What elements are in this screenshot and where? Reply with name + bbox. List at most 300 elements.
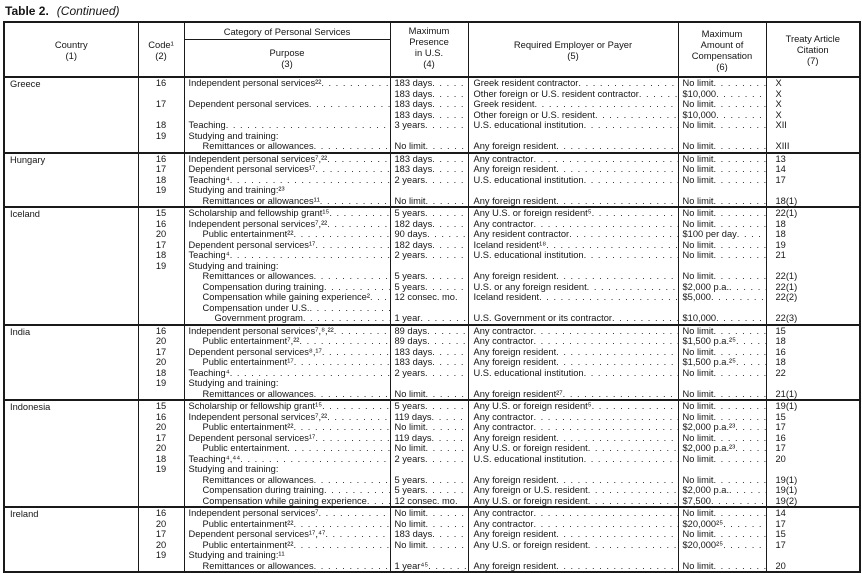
- cell-code: 17: [138, 433, 184, 444]
- dot-leader: [714, 412, 766, 423]
- cell-comp: [678, 454, 766, 465]
- dot-leader: [425, 250, 468, 261]
- cell-purpose: [184, 207, 390, 219]
- cell-citation: 15: [766, 529, 860, 540]
- cell-comp: [678, 250, 766, 261]
- dot-leader: [595, 110, 678, 121]
- header-compensation-number: (6): [716, 60, 728, 72]
- cell-code: [138, 282, 184, 293]
- country-name: Greece: [10, 79, 41, 89]
- cell-purpose: [184, 412, 390, 423]
- cell-comp: [678, 77, 766, 89]
- cell-purpose-text: Public entertainment²²: [202, 229, 294, 239]
- cell-comp: [678, 185, 766, 196]
- cell-payer: [468, 325, 678, 337]
- cell-citation: XIII: [766, 141, 860, 153]
- header-purpose-number: (3): [281, 58, 293, 69]
- dot-leader: [425, 120, 468, 131]
- header-code: [138, 22, 184, 77]
- cell-code: 20: [138, 336, 184, 347]
- dot-leader: [714, 271, 766, 282]
- cell-purpose: [184, 110, 390, 121]
- cell-purpose-text: Studying and training:²³: [188, 185, 285, 195]
- dot-leader: [723, 519, 765, 530]
- cell-payer: [468, 99, 678, 110]
- cell-payer-text: U.S. educational institution: [473, 367, 584, 378]
- dot-leader: [425, 175, 468, 186]
- cell-payer-text: Any U.S. or foreign resident⁵: [473, 401, 592, 411]
- cell-comp: [678, 550, 766, 561]
- cell-code: [138, 389, 184, 401]
- dot-leader: [293, 540, 389, 551]
- cell-presence-text: 12 consec. mo.: [394, 292, 458, 302]
- cell-comp-text: No limit: [682, 99, 714, 109]
- cell-payer-text: Any foreign resident: [473, 474, 557, 485]
- country-section-india: [4, 325, 860, 401]
- cell-comp: [678, 164, 766, 175]
- dot-leader: [714, 240, 766, 251]
- cell-presence: [390, 325, 468, 337]
- cell-purpose-text: Remittances or allowances: [202, 141, 314, 151]
- dot-leader: [736, 336, 766, 347]
- cell-code: 18: [138, 250, 184, 261]
- cell-payer-text: U.S. educational institution: [473, 174, 584, 185]
- cell-purpose-text: Studying and training:: [188, 130, 279, 141]
- cell-purpose: [184, 77, 390, 89]
- cell-citation: 17: [766, 443, 860, 454]
- cell-purpose: [184, 540, 390, 551]
- cell-comp: [678, 89, 766, 100]
- dot-leader: [432, 412, 468, 423]
- cell-payer: [468, 282, 678, 293]
- header-code-label: Code¹: [148, 38, 174, 50]
- cell-code: 19: [138, 550, 184, 561]
- dot-leader: [714, 529, 766, 540]
- cell-presence: [390, 336, 468, 347]
- dot-leader: [736, 357, 766, 368]
- dot-leader: [546, 240, 677, 251]
- cell-code: [138, 89, 184, 100]
- cell-presence: [390, 153, 468, 165]
- cell-purpose: [184, 347, 390, 358]
- dot-leader: [432, 154, 467, 165]
- cell-presence: [390, 464, 468, 475]
- cell-comp-text: No limit: [682, 474, 714, 485]
- cell-comp-text: $10,000: [682, 88, 717, 99]
- dot-leader: [729, 485, 765, 496]
- header-employer: [468, 22, 678, 77]
- dot-leader: [578, 78, 677, 89]
- dot-leader: [426, 443, 468, 454]
- cell-comp-text: No limit: [682, 239, 714, 250]
- dot-leader: [714, 164, 766, 175]
- cell-purpose: [184, 378, 390, 389]
- cell-presence-text: 1 year⁴⁵: [394, 560, 429, 571]
- cell-payer-text: Iceland resident: [473, 292, 540, 302]
- cell-purpose: [184, 164, 390, 175]
- header-employer-number: (5): [567, 49, 579, 61]
- header-presence-line1: Maximum: [408, 25, 450, 36]
- dot-leader: [716, 110, 765, 121]
- dot-leader: [314, 141, 390, 152]
- cell-purpose-text: Teaching⁴: [188, 174, 230, 185]
- cell-purpose-text: Independent personal services²²: [188, 78, 322, 88]
- dot-leader: [293, 519, 389, 530]
- cell-presence: [390, 412, 468, 423]
- dot-leader: [714, 561, 766, 572]
- cell-comp: [678, 120, 766, 131]
- cell-purpose-text: Studying and training:: [188, 464, 279, 474]
- dot-leader: [711, 496, 766, 507]
- cell-presence-text: 5 years: [394, 271, 425, 281]
- cell-presence-text: 183 days: [394, 529, 433, 539]
- cell-payer-text: Any contractor: [473, 518, 534, 529]
- header-citation-number: (7): [807, 55, 819, 66]
- cell-payer: [468, 240, 678, 251]
- cell-comp-text: No limit: [682, 325, 714, 336]
- dot-leader: [327, 219, 389, 230]
- cell-code: 18: [138, 120, 184, 131]
- cell-payer-text: Any foreign resident: [473, 271, 557, 281]
- country-name: Ireland: [10, 509, 39, 519]
- dot-leader: [426, 508, 468, 519]
- cell-comp-text: No limit: [682, 508, 714, 518]
- cell-presence: [390, 196, 468, 208]
- header-citation-line2: Citation: [796, 44, 829, 55]
- cell-code: 16: [138, 153, 184, 165]
- dot-leader: [714, 401, 766, 412]
- cell-citation: 20: [766, 561, 860, 573]
- cell-purpose-text: Studying and training:: [188, 260, 279, 271]
- cell-citation: 17: [766, 540, 860, 551]
- cell-payer-text: Any foreign or U.S. resident: [473, 485, 588, 495]
- cell-payer-text: Any foreign resident: [473, 357, 557, 367]
- cell-payer-text: Any foreign resident: [473, 432, 557, 443]
- header-purpose: [184, 40, 390, 78]
- cell-purpose-text: Public entertainment⁷,²²: [202, 336, 300, 346]
- cell-citation: 22(3): [766, 313, 860, 325]
- cell-payer-text: Other foreign or U.S. resident contractor: [473, 88, 639, 99]
- dot-leader: [714, 99, 766, 110]
- cell-citation: 19(2): [766, 496, 860, 508]
- cell-code: [138, 271, 184, 282]
- cell-citation: 19: [766, 240, 860, 251]
- dot-leader: [426, 389, 468, 400]
- dot-leader: [584, 250, 678, 261]
- dot-leader: [592, 401, 678, 412]
- cell-comp: [678, 229, 766, 240]
- cell-presence: [390, 550, 468, 561]
- cell-payer-text: Any foreign resident: [473, 560, 557, 571]
- cell-citation: 22(1): [766, 207, 860, 219]
- cell-presence-text: 2 years: [394, 453, 425, 464]
- dot-leader: [324, 485, 390, 496]
- cell-purpose-text: Scholarship or fellowship grant¹⁵: [188, 401, 323, 411]
- cell-comp-text: $20,000²⁵: [682, 539, 724, 550]
- cell-code: 15: [138, 400, 184, 412]
- cell-presence-text: 2 years: [394, 367, 425, 378]
- cell-comp: [678, 207, 766, 219]
- cell-comp: [678, 378, 766, 389]
- dot-leader: [588, 443, 678, 454]
- dot-leader: [432, 99, 467, 110]
- cell-citation: [766, 261, 860, 272]
- cell-presence: [390, 519, 468, 530]
- cell-purpose: [184, 175, 390, 186]
- header-presence-line2: Presence: [409, 36, 449, 47]
- dot-leader: [714, 219, 766, 230]
- cell-comp: [678, 475, 766, 486]
- cell-comp-text: $5,000: [682, 292, 711, 302]
- cell-comp: [678, 561, 766, 573]
- cell-payer: [468, 131, 678, 142]
- header-compensation-line1: Maximum: [701, 27, 743, 39]
- cell-code: 17: [138, 164, 184, 175]
- cell-payer: [468, 250, 678, 261]
- cell-payer: [468, 464, 678, 475]
- cell-presence: [390, 292, 468, 303]
- dot-leader: [714, 175, 766, 186]
- cell-citation: 18: [766, 219, 860, 230]
- cell-comp: [678, 519, 766, 530]
- dot-leader: [367, 496, 390, 507]
- dot-leader: [714, 208, 766, 219]
- dot-leader: [533, 336, 677, 347]
- cell-presence-text: 183 days: [394, 78, 433, 88]
- cell-comp-text: $100 per day: [682, 229, 737, 239]
- header-compensation-line3: Compensation: [691, 49, 753, 61]
- cell-payer: [468, 313, 678, 325]
- cell-payer: [468, 141, 678, 153]
- cell-presence: [390, 475, 468, 486]
- cell-citation: 18: [766, 229, 860, 240]
- cell-payer-text: U.S. educational institution: [473, 453, 584, 464]
- cell-purpose-text: Studying and training:¹¹: [188, 550, 285, 560]
- dot-leader: [322, 401, 389, 412]
- cell-presence: [390, 77, 468, 89]
- dot-leader: [533, 422, 677, 433]
- cell-purpose-text: Public entertainment¹⁷: [202, 357, 294, 367]
- dot-leader: [584, 175, 678, 186]
- cell-comp: [678, 282, 766, 293]
- cell-comp-text: No limit: [682, 174, 714, 185]
- cell-citation: 19(1): [766, 475, 860, 486]
- dot-leader: [533, 412, 677, 423]
- cell-presence-text: No limit: [394, 388, 426, 399]
- cell-payer-text: Any foreign resident: [473, 164, 557, 174]
- cell-comp: [678, 303, 766, 314]
- cell-purpose: [184, 219, 390, 230]
- cell-code: 18: [138, 368, 184, 379]
- cell-presence: [390, 99, 468, 110]
- cell-code: [138, 485, 184, 496]
- dot-leader: [370, 292, 390, 303]
- cell-comp: [678, 485, 766, 496]
- dot-leader: [556, 164, 677, 175]
- dot-leader: [293, 229, 389, 240]
- cell-purpose-text: Independent personal services⁷: [188, 508, 319, 518]
- cell-payer: [468, 475, 678, 486]
- dot-leader: [426, 196, 468, 207]
- cell-presence: [390, 110, 468, 121]
- cell-citation: 20: [766, 454, 860, 465]
- cell-code: 19: [138, 378, 184, 389]
- cell-comp: [678, 422, 766, 433]
- dot-leader: [716, 313, 765, 324]
- cell-citation: X: [766, 99, 860, 110]
- cell-presence-text: 5 years: [394, 281, 425, 292]
- dot-leader: [723, 540, 765, 551]
- country-section-indonesia: [4, 400, 860, 507]
- cell-comp: [678, 540, 766, 551]
- cell-presence: [390, 368, 468, 379]
- cell-purpose-text: Scholarship and fellowship grant¹⁵: [188, 208, 330, 218]
- cell-purpose: [184, 196, 390, 208]
- cell-presence: [390, 507, 468, 519]
- dot-leader: [714, 475, 766, 486]
- cell-purpose-text: Remittances or allowances: [202, 560, 314, 571]
- cell-presence-text: 5 years: [394, 474, 425, 485]
- cell-presence: [390, 261, 468, 272]
- cell-purpose: [184, 400, 390, 412]
- cell-payer: [468, 175, 678, 186]
- cell-purpose: [184, 561, 390, 573]
- cell-payer-text: Any U.S. or foreign resident: [473, 539, 588, 550]
- cell-payer: [468, 336, 678, 347]
- dot-leader: [556, 357, 677, 368]
- cell-presence: [390, 185, 468, 196]
- table-row: [4, 400, 860, 412]
- cell-code: [138, 303, 184, 314]
- dot-leader: [425, 282, 468, 293]
- dot-leader: [533, 219, 677, 230]
- cell-code: 16: [138, 325, 184, 337]
- dot-leader: [420, 313, 467, 324]
- dot-leader: [432, 89, 467, 100]
- dot-leader: [427, 229, 467, 240]
- dot-leader: [587, 282, 678, 293]
- cell-payer-text: Any contractor: [473, 508, 534, 518]
- cell-comp: [678, 175, 766, 186]
- dot-leader: [432, 219, 467, 230]
- dot-leader: [737, 229, 766, 240]
- cell-code: 19: [138, 464, 184, 475]
- dot-leader: [428, 561, 467, 572]
- page-title: [5, 4, 860, 18]
- header-country: [4, 22, 138, 77]
- cell-payer: [468, 443, 678, 454]
- cell-presence: [390, 313, 468, 325]
- cell-comp-text: $1,500 p.a.²⁵: [682, 357, 736, 367]
- cell-citation: 14: [766, 507, 860, 519]
- cell-purpose-text: Studying and training:: [188, 378, 279, 388]
- cell-payer: [468, 89, 678, 100]
- cell-comp-text: No limit: [682, 401, 714, 411]
- cell-payer-text: U.S. educational institution: [473, 250, 584, 260]
- cell-citation: XII: [766, 120, 860, 131]
- cell-comp-text: $2,000 p.a.: [682, 485, 730, 495]
- dot-leader: [322, 347, 390, 358]
- cell-presence-text: 183 days: [394, 99, 433, 109]
- dot-leader: [226, 120, 390, 131]
- cell-payer: [468, 153, 678, 165]
- cell-purpose-text: Compensation while gaining experience²: [202, 292, 370, 302]
- cell-citation: 16: [766, 433, 860, 444]
- country-name: Hungary: [10, 154, 46, 165]
- cell-payer: [468, 219, 678, 230]
- cell-citation: [766, 303, 860, 314]
- cell-presence-text: 183 days: [394, 88, 433, 99]
- cell-payer: [468, 433, 678, 444]
- cell-comp-text: No limit: [682, 271, 714, 281]
- dot-leader: [309, 303, 389, 314]
- dot-leader: [533, 519, 677, 530]
- dot-leader: [612, 313, 678, 324]
- cell-comp: [678, 412, 766, 423]
- cell-purpose: [184, 454, 390, 465]
- dot-leader: [714, 368, 766, 379]
- cell-presence-text: 183 days: [394, 153, 433, 164]
- cell-purpose: [184, 368, 390, 379]
- cell-comp-text: No limit: [682, 388, 714, 399]
- cell-payer: [468, 540, 678, 551]
- cell-purpose: [184, 475, 390, 486]
- cell-payer: [468, 378, 678, 389]
- cell-purpose: [184, 357, 390, 368]
- dot-leader: [425, 401, 468, 412]
- cell-comp: [678, 271, 766, 282]
- cell-payer-text: Iceland resident¹⁸: [473, 239, 547, 250]
- cell-purpose: [184, 240, 390, 251]
- cell-code: [138, 141, 184, 153]
- cell-payer: [468, 196, 678, 208]
- dot-leader: [303, 313, 390, 324]
- cell-payer: [468, 454, 678, 465]
- cell-purpose: [184, 282, 390, 293]
- cell-purpose-text: Public entertainment²²: [202, 539, 294, 550]
- cell-presence: [390, 378, 468, 389]
- cell-comp: [678, 336, 766, 347]
- cell-code: [138, 196, 184, 208]
- dot-leader: [556, 475, 677, 486]
- dot-leader: [432, 433, 468, 444]
- dot-leader: [314, 561, 390, 572]
- cell-code: 17: [138, 99, 184, 110]
- cell-purpose: [184, 261, 390, 272]
- cell-presence-text: No limit: [394, 141, 426, 151]
- cell-comp-text: $7,500: [682, 495, 711, 506]
- cell-purpose: [184, 99, 390, 110]
- dot-leader: [584, 368, 678, 379]
- cell-comp: [678, 131, 766, 142]
- table-row: [4, 207, 860, 219]
- header-citation-line1: Treaty Article: [785, 33, 840, 44]
- table-row: [4, 325, 860, 337]
- cell-purpose-text: Dependent personal services¹⁷: [188, 164, 316, 174]
- cell-purpose: [184, 550, 390, 561]
- dot-leader: [714, 250, 766, 261]
- cell-citation: [766, 378, 860, 389]
- country-section-greece: [4, 77, 860, 153]
- cell-purpose: [184, 443, 390, 454]
- cell-payer: [468, 357, 678, 368]
- cell-presence-text: 5 years: [394, 208, 425, 218]
- cell-presence: [390, 120, 468, 131]
- table-continued-label: (Continued): [56, 4, 120, 18]
- cell-code: 16: [138, 77, 184, 89]
- cell-citation: 22(2): [766, 292, 860, 303]
- cell-purpose: [184, 303, 390, 314]
